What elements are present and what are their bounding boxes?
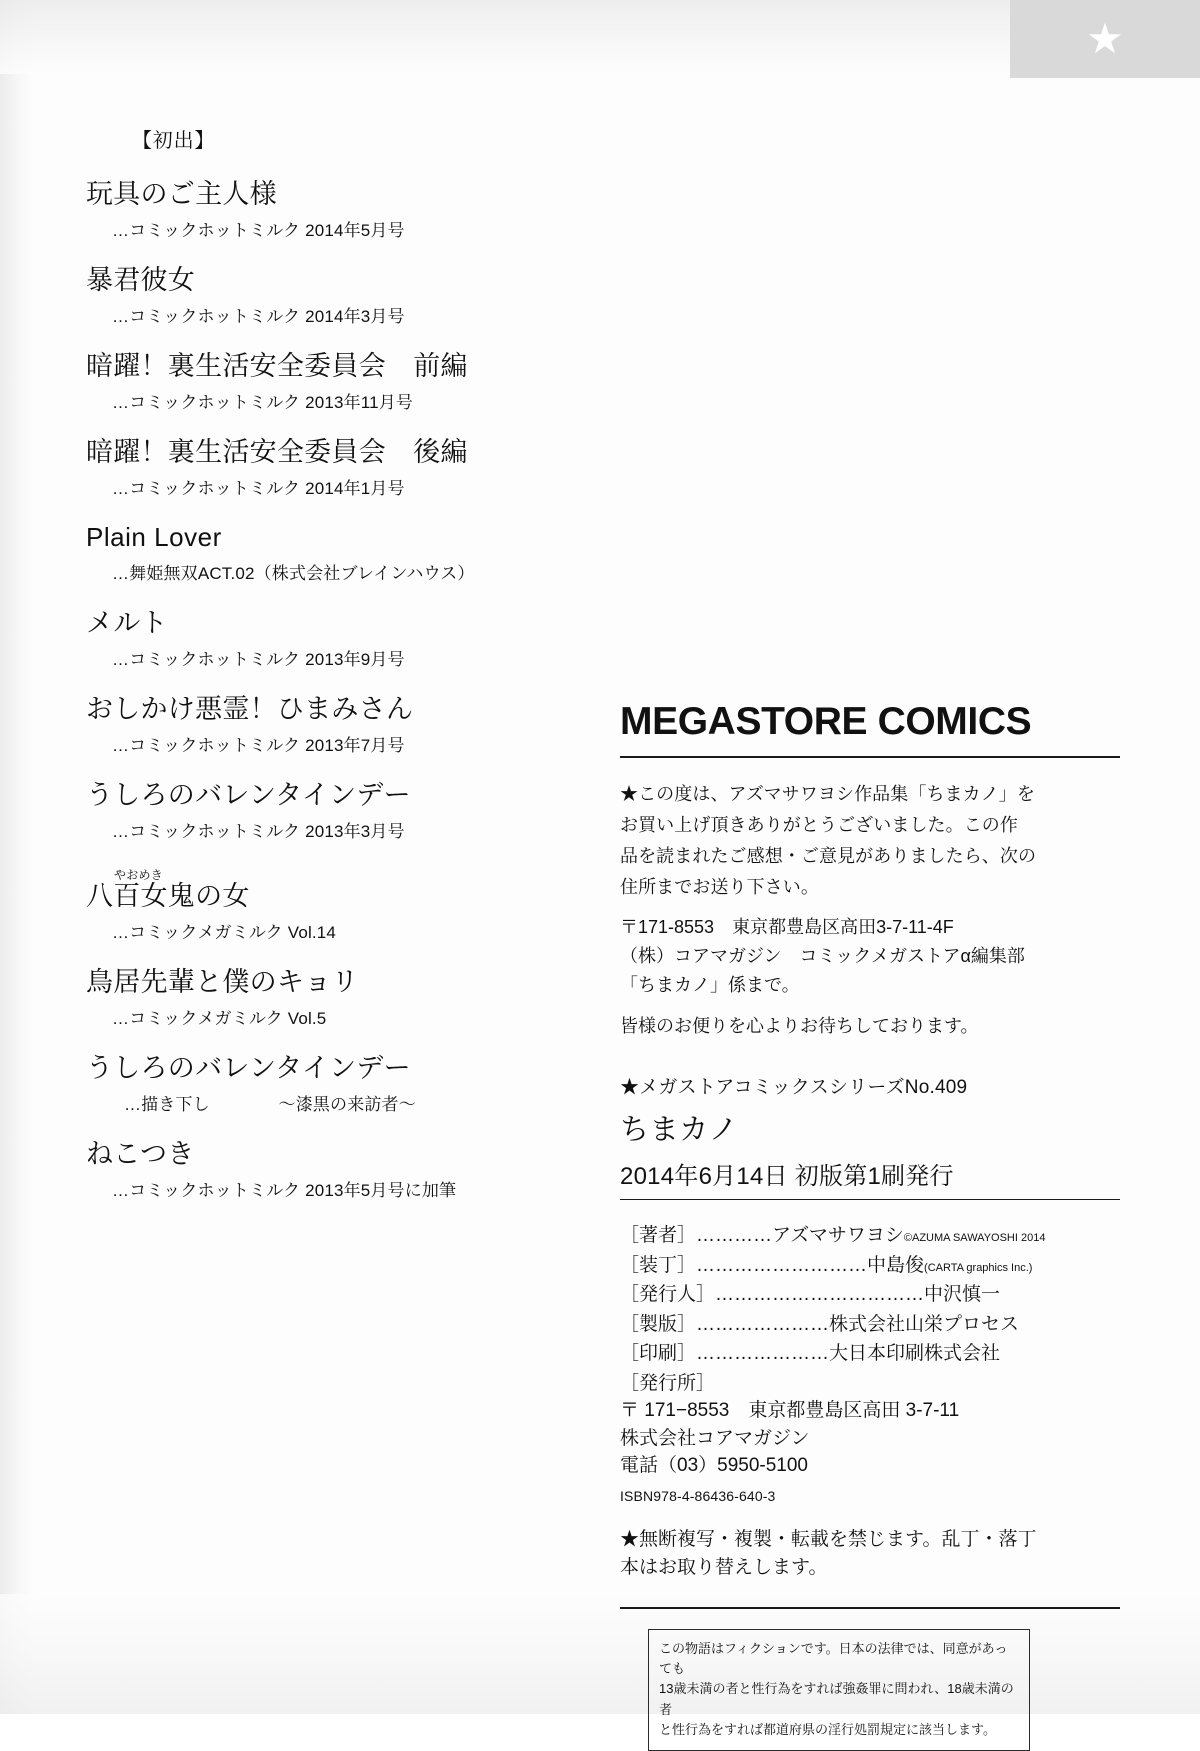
list-item: [86, 1139, 556, 1201]
credit-dots: ……………………………: [715, 1284, 925, 1306]
credits-table: [620, 1222, 1120, 1368]
entry-source: …コミックホットミルク 2013年7月号: [112, 736, 405, 756]
credit-value: 大日本印刷株式会社: [829, 1343, 1001, 1365]
notice-line: ★無断複写・複製・転載を禁じます。乱丁・落丁: [620, 1529, 1037, 1551]
entry-source: …コミックメガミルク Vol.14: [112, 923, 337, 943]
series-number: ★メガストアコミックスシリーズNo.409: [620, 1077, 968, 1099]
entry-title: ねこつき: [86, 1139, 195, 1170]
table-row: [620, 1222, 1120, 1250]
table-row: [620, 1281, 1120, 1309]
entry-title: うしろのバレンタインデー: [86, 1053, 411, 1084]
disclaimer-line: と性行為をすれば都道府県の淫行処罰規定に該当します。: [659, 1721, 996, 1737]
address-line: 「ちまカノ」係まで。: [620, 974, 800, 995]
table-row: [620, 1311, 1120, 1339]
publisher-block: [620, 1370, 1120, 1480]
list-item: [86, 265, 556, 327]
address-line: （株）コアマガジン コミックメガストアα編集部: [620, 945, 1025, 966]
thanks-line: 品を読まれたご感想・ご意見がありましたら、次の: [620, 846, 1037, 867]
legal-disclaimer: [648, 1629, 1030, 1751]
entry-title: 玩具のご主人様: [86, 179, 277, 209]
list-item: [86, 694, 556, 756]
publication-date: 2014年6月14日 初版第1刷発行: [620, 1163, 954, 1191]
credit-label: ［製版］: [620, 1313, 697, 1335]
entry-title: おしかけ悪霊！ひまみさん: [86, 694, 414, 725]
list-item: [86, 351, 556, 413]
credit-dots: …………………: [696, 1343, 830, 1365]
disclaimer-line: この物語はフィクションです。日本の法律では、同意があっても: [659, 1641, 1008, 1677]
thanks-line: 住所までお送り下さい。: [620, 877, 819, 898]
publisher-line: 株式会社コアマガジン: [620, 1427, 810, 1449]
list-item: [86, 608, 556, 670]
entry-source: …コミックホットミルク 2013年3月号: [112, 822, 405, 842]
list-item: [86, 967, 556, 1029]
entry-source: …コミックホットミルク 2014年3月号: [112, 307, 405, 327]
scan-edge-left: [0, 0, 34, 1714]
entry-source: …コミックホットミルク 2013年11月号: [112, 393, 414, 413]
divider: [620, 1607, 1120, 1609]
credit-note: ©AZUMA SAWAYOSHI 2014: [903, 1232, 1046, 1245]
closing-message: 皆様のお便りを心よりお待ちしております。: [620, 1016, 979, 1037]
list-item: [86, 866, 556, 943]
list-item: [86, 1053, 556, 1115]
credit-label: ［発行人］: [620, 1284, 716, 1306]
list-item: [86, 523, 556, 584]
publisher-line: 電話（03）5950-5100: [620, 1455, 808, 1477]
entry-ruby: やおめき: [114, 868, 163, 883]
colophon: [620, 700, 1120, 1751]
entry-source: …コミックホットミルク 2014年5月号: [112, 221, 405, 241]
entry-source: …コミックホットミルク 2013年9月号: [112, 650, 405, 670]
credit-label: ［印刷］: [620, 1343, 697, 1365]
list-item: [86, 437, 556, 499]
notice-line: 本はお取り替えします。: [620, 1556, 828, 1578]
entry-source: …コミックメガミルク Vol.5: [112, 1009, 327, 1029]
address-line: 〒171-8553 東京都豊島区高田3-7-11-4F: [620, 916, 954, 937]
credit-value: アズマサワヨシ: [772, 1225, 904, 1247]
star-icon: ★: [1086, 15, 1124, 62]
entry-title: 八百女鬼の女: [86, 881, 250, 912]
credit-dots: …………: [696, 1225, 773, 1247]
copyright-notice: [620, 1526, 1120, 1581]
table-row: [620, 1252, 1120, 1280]
entry-title: Plain Lover: [86, 522, 222, 553]
entry-title: 暴君彼女: [86, 265, 196, 296]
thanks-line: お買い上げ頂きありがとうございました。この作: [620, 815, 1018, 836]
entry-source: …描き下し 〜漆黒の来訪者〜: [124, 1095, 416, 1115]
publisher-label: ［発行所］: [620, 1372, 716, 1394]
entry-source: …舞姫無双ACT.02（株式会社ブレインハウス）: [112, 564, 475, 584]
editorial-address: [620, 913, 1120, 1000]
book-title: ちまカノ: [620, 1114, 739, 1147]
divider: [620, 756, 1120, 758]
credit-note: (CARTA graphics Inc.): [924, 1261, 1033, 1274]
entry-source: …コミックホットミルク 2014年1月号: [112, 479, 405, 499]
entry-title: 鳥居先輩と僕のキョリ: [86, 967, 359, 998]
first-publication-heading: 【初出】: [132, 130, 216, 152]
credit-label: ［装丁］: [620, 1254, 697, 1276]
thanks-message: [620, 780, 1120, 903]
entry-title: うしろのバレンタインデー: [86, 780, 411, 811]
isbn-number: ISBN978-4-86436-640-3: [620, 1488, 776, 1505]
entry-title: 暗躍！裏生活安全委員会 前編: [86, 351, 468, 382]
entry-source: …コミックホットミルク 2013年5月号に加筆: [112, 1181, 457, 1201]
entry-title: メルト: [86, 608, 168, 639]
divider: [620, 1199, 1120, 1200]
credit-value: 中沢慎一: [924, 1284, 1001, 1306]
credit-label: ［著者］: [620, 1225, 697, 1247]
list-item: [86, 780, 556, 842]
credit-dots: …………………: [696, 1313, 830, 1335]
publisher-brand: MEGASTORE COMICS: [620, 700, 1032, 743]
list-item: [86, 179, 556, 241]
thanks-line: ★この度は、アズマサワヨシ作品集「ちまカノ」を: [620, 784, 1035, 804]
entry-title: 暗躍！裏生活安全委員会 後編: [86, 437, 468, 468]
table-row: [620, 1340, 1120, 1368]
credit-value: 株式会社山栄プロセス: [829, 1313, 1020, 1335]
publisher-line: 〒 171−8553 東京都豊島区高田 3-7-11: [620, 1400, 960, 1422]
corner-star-mark: [1010, 0, 1200, 78]
first-publication-list: [86, 124, 556, 1225]
credit-dots: ………………………: [696, 1254, 868, 1276]
credit-value: 中島俊: [867, 1254, 925, 1276]
disclaimer-line: 13歳未満の者と性行為をすれば強姦罪に問われ、18歳未満の者: [659, 1681, 1014, 1717]
